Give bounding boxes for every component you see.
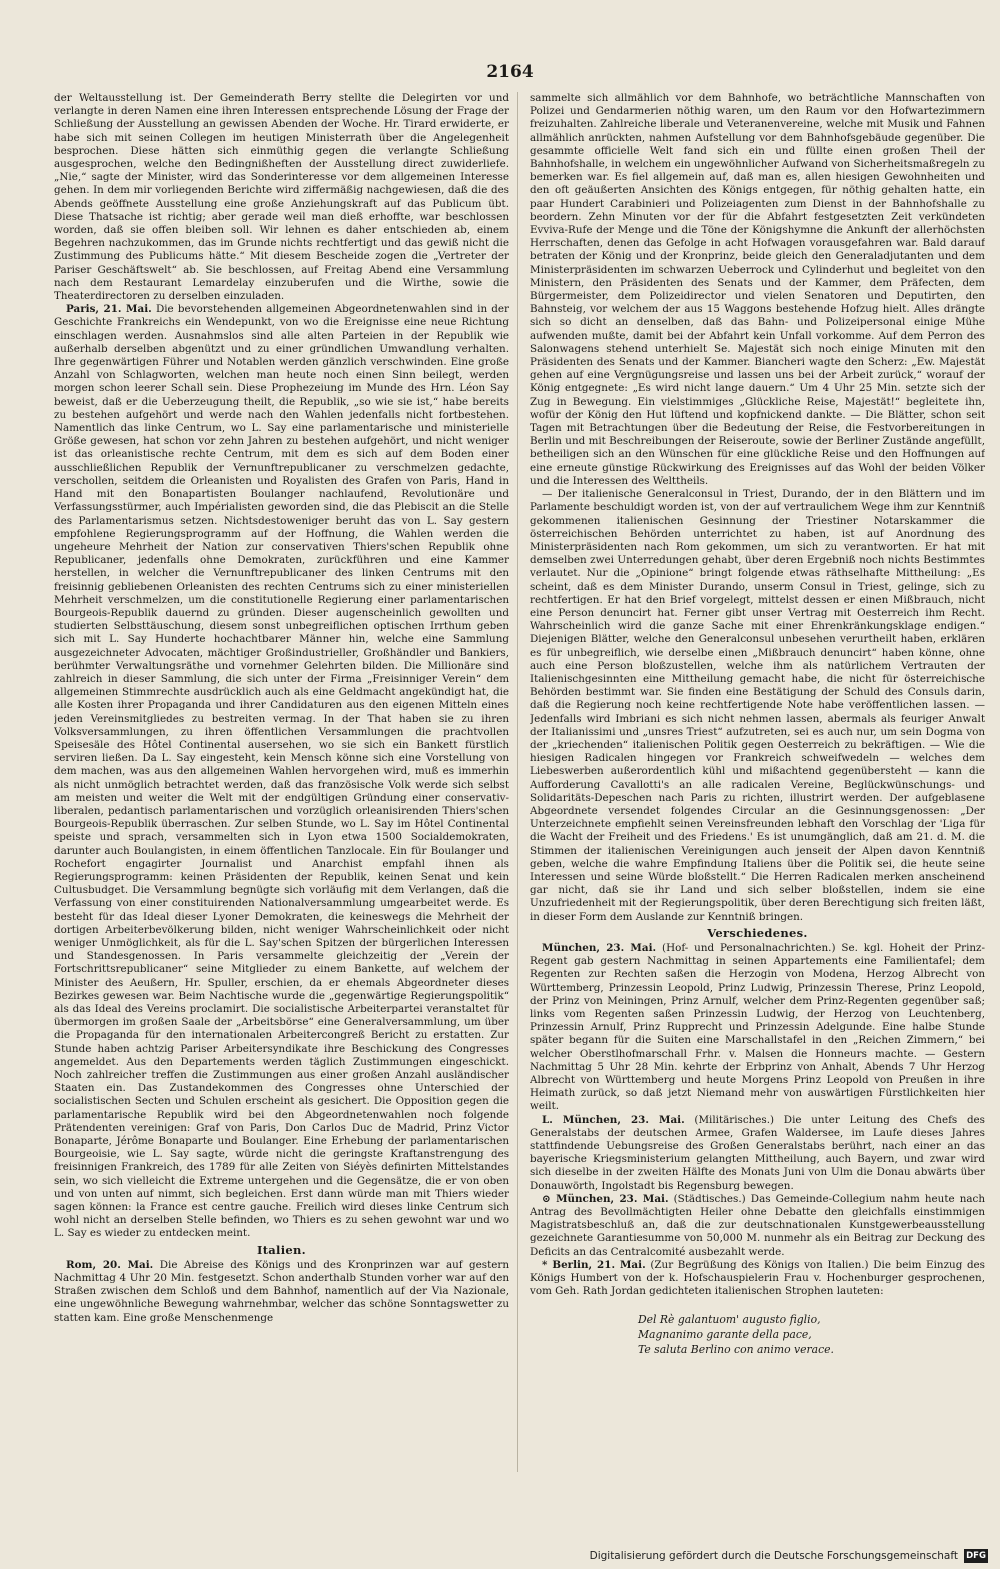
dateline-munich-3: ⊙ München, 23. Mai.: [542, 1192, 669, 1205]
paragraph-munich-military: [530, 1114, 985, 1193]
section-heading-misc: Verschiedenes.: [707, 925, 808, 940]
left-column: [54, 92, 509, 1492]
paragraph-munich-court: [530, 942, 985, 1114]
paris-text: Die bevorstehenden allgemeinen Abgeordnetenwahlen sind in der Geschichte Frankreichs ein Wendepunkt, von wo die Ereignisse eine neue Richtung einschlagen werden. Ausnahmslos sind alle alten Parteien in der Republik wie außerhalb derselben abgenützt und zu einer gründlichen Umwandlung verhalten. Ihre gegenwärtigen Führer und Notablen werden gänzlich verschwinden. Eine große Anzahl von Schlagworten, welchen man heute noch einen Sinn beilegt, werden morgen schon leerer Schall sein. Diese Prophezeiung im Munde des Hrn. Léon Say beweist, daß er die Ueberzeugung theilt, die Republik, „so wie sie ist,“ habe bereits zu bestehen aufgehört und werde nach den Wahlen jedenfalls nicht fortbestehen. Namentlich das linke Centrum, wo L. Say eine parlamentarische und ministerielle Größe gewesen, hat schon vor zehn Jahren zu bestehen aufgehört, und nicht weniger ist das orleanistische rechte Centrum, mit dem es sich auf dem Boden einer ausschließlichen Republik der Vernunftrepublicaner zu verschmelzen gedachte, verschollen, seitdem die Orleanisten und Royalisten des Grafen von Paris, Hand in Hand mit den Bonapartisten Boulanger nachlaufend, Revolutionäre und Verfassungsstürmer, auch Impérialisten geworden sind, die das Plebiscit an die Stelle des Parlamentarismus setzen. Nichtsdestoweniger beruht das von L. Say gestern empfohlene Regierungsprogramm auf der Hoffnung, die Wahlen werden die ungeheure Mehrheit der Nation zur conservativen Thiers'schen Republik ohne Republicaner, jedenfalls ohne Demokraten, zurückführen und eine Kammer herstellen, in welcher die Vernunftrepublicaner des linken Centrums mit den freisinnig gebliebenen Orleanisten des rechten Centrums sich zu einer ministeriellen Mehrheit verschmelzen, um die constitutionelle Regierung einer parlamentarischen Bourgeois-Republik dauernd zu gründen. Dieser augenscheinlich gewollten und studierten Selbsttäuschung, diesem sonst unbegreiflichen optischen Irrthum geben sich mit L. Say Hunderte hochachtbarer Männer hin, welche eine Sammlung ausgezeichneter Advocaten, mächtiger Großindustrieller, Großhändler und Bankiers, berühmter Verwaltungsräthe und vornehmer Gelehrten bilden. Die Millionäre sind zahlreich in dieser Sammlung, die sich unter der Firma „Freisinniger Verein“ dem allgemeinen Stimmrechte ausdrücklich auch als eine Geldmacht angekündigt hat, die alle Kosten ihrer Propaganda und ihrer Candidaturen aus den eigenen Mitteln eines jeden Vereinsmitgliedes zu bestreiten vermag. In der That haben sie zu ihren Volksversammlungen, zu ihren öffentlichen Versammlungen die prachtvollen Speisesäle des Hôtel Continental ausersehen, wo sie sich ein Bankett fürstlich serviren ließen. Da L. Say eingesteht, kein Mensch könne sich eine Vorstellung von dem machen, was aus den allgemeinen Wahlen hervorgehen wird, muß es immerhin als nicht unmöglich betrachtet werden, daß das französische Volk werde sich selbst am meisten und weiter die Welt mit der endgültigen Gründung einer conservativ-liberalen, pedantisch parlamentarischen und vorzüglich orleanisirenden Thiers'schen Bourgeois-Republik überraschen. Zur selben Stunde, wo L. Say im Hôtel Continental speiste und sprach, versammelten sich in Lyon etwa 1500 Socialdemokraten, darunter auch Boulangisten, in einem öffentlichen Tanzlocale. Ein für Boulanger und Rochefort engagirter Journalist und Anarchist empfahl ihnen als Regierungsprogramm: keinen Präsidenten der Republik, keinen Senat und kein Cultusbudget. Die Versammlung begnügte sich vorläufig mit dem Verlangen, daß die Verfassung von einer constituirenden Nationalversammlung umgearbeitet werde. Es besteht für das Ideal dieser Lyoner Demokraten, die keineswegs die Mehrheit der dortigen Arbeiterbevölkerung bilden, nicht weniger Wahrscheinlichkeit oder nicht weniger Unmöglichkeit, als für die L. Say'schen Spitzen der bürgerlichen Interessen und Standesgenossen. In Paris versammelte gleichzeitig der „Verein der Fortschrittsrepublicaner“ seine Mitglieder zu einem Bankette, auf welchem der Minister des Aeußern, Hr. Spuller, erschien, da er ehemals Abgeordneter dieses Bezirkes gewesen war. Beim Nachtische wurde die „gegenwärtige Regierungspolitik“ als das Ideal des Vereins proclamirt. Die socialistische Arbeiterpartei veranstaltet für übermorgen im großen Saale der „Arbeitsbörse“ eine Generalversammlung, um über die Propaganda für den internationalen Arbeitercongreß Bericht zu erstatten. Zur Stunde haben achtzig Pariser Arbeitersyndikate ihre Beschickung des Congresses angemeldet. Aus den Departements werden täglich Zustimmungen eingeschickt. Noch zahlreicher treffen die Zustimmungen aus einer großen Anzahl ausländischer Staaten ein. Das Zustandekommen des Congresses ohne Unterschied der socialistischen Secten und Schulen erscheint als gesichert. Die Opposition gegen die parlamentarische Republik wird bei den Abgeordnetenwahlen noch folgende Prätendenten vereinigen: Graf von Paris, Don Carlos Duc de Madrid, Prinz Victor Bonaparte, Jérôme Bonaparte und Boulanger. Eine Erhebung der parlamentarischen Bourgeoisie, wie L. Say sagte, würde nicht die geringste Kraftanstrengung des freisinnigen Frankreich, des 1789 für alle Zeiten von Siéyès definirten Mittelstandes sein, wo sich vielleicht die Extreme untergehen und die Gegensätze, die er von oben und von unten auf nimmt, sich begleichen. Erst dann würde man mit Thiers wieder sagen können: la France est centre gauche. Freilich wird dieses linke Centrum sich wohl nicht an derselben Stelle befinden, wo Thiers es zu sehen gewohnt war und wo L. Say es wieder zu entdecken meint.: [54, 303, 509, 1240]
munich-court-text: (Hof- und Personalnachrichten.) Se. kgl. Hoheit der Prinz-Regent gab gestern Nachmittag in seinen Appartements eine Familientafel; dem Regenten zur Rechten saßen die Herzogin von Modena, Herzog Albrecht von Württemberg, Prinzessin Leopold, Prinz Ludwig, Prinzessin Therese, Prinz Leopold, der Prinz von Meiningen, Prinz Arnulf, welcher dem Prinz-Regenten gegenüber saß; links vom Regenten saßen Prinzessin Ludwig, der Herzog von Leuchtenberg, Prinzessin Arnulf, Prinz Rupprecht und Prinzessin Adelgunde. Eine halbe Stunde später begann für die Suiten eine Marschallstafel in den „Reichen Zimmern,“ bei welcher Oberstlhofmarschall Frhr. v. Malsen die Honneurs machte. — Gestern Nachmittag 5 Uhr 28 Min. kehrte der Erbprinz von Anhalt, Abends 7 Uhr Herzog Albrecht von Württemberg und heute Morgens Prinz Leopold von Preußen in ihre Heimath zurück, so daß jetzt Niemand mehr von auswärtigen Fürstlichkeiten hier weilt.: [530, 942, 985, 1113]
right-column: [530, 92, 985, 1468]
dateline-munich-1: München, 23. Mai.: [542, 942, 657, 954]
paragraph-rome-continued: sammelte sich allmählich vor dem Bahnhofe, wo beträchtliche Mannschaften von Polizei und Gendarmerien nöthig waren, um den Raum vor den Hofwartezimmern freizuhalten. Zahlreiche liberale und Veteranenvereine, welche mit Musik und Fahnen allmählich anrückten, nahmen Aufstellung vor dem Bahnhofsgebäude gegenüber. Die gesammte officielle Welt fand sich ein und füllte einen großen Theil der Bahnhofshalle, in welchem ein ungewöhnlicher Aufwand von Sicherheitsmaßregeln zu bemerken war. Es fiel allgemein auf, daß man es, allen hiesigen Gewohnheiten und den oft geäußerten Ansichten des Königs entgegen, für nöthig gehalten hatte, ein paar Hundert Carabinieri und Polizeiagenten zum Dienst in der Bahnhofshalle zu beordern. Zehn Minuten vor der für die Abfahrt festgesetzten Zeit verkündeten Evviva-Rufe der Menge und die Töne der Königshymne die Ankunft der allerhöchsten Herrschaften, denen das Gefolge in acht Hofwagen vorausgefahren war. Bald darauf betraten der König und der Kronprinz, beide gleich den Generaladjutanten und dem Ministerpräsidenten im schwarzen Ueberrock und Cylinderhut und begleitet von den Ministern, den Präsidenten des Senats und der Kammer, dem Präfecten, dem Bürgermeister, dem Polizeidirector und vielen Senatoren und Deputirten, den Bahnsteig, vor welchem der aus 15 Waggons bestehende Hofzug hielt. Alles drängte sich so dicht an denselben, daß das Bahn- und Polizeipersonal einige Mühe aufwenden mußte, damit bei der Abfahrt kein Unfall vorkomme. Auf dem Perron des Salonwagens stehend unterhielt Se. Majestät sich noch einige Minuten mit den Präsidenten des Senats und der Kammer. Biancheri wagte den Scherz: „Ew. Majestät gehen auf eine Vergnügungsreise und lassen uns bei der Arbeit zurück,“ worauf der König entgegnete: „Es wird nicht lange dauern.“ Um 4 Uhr 25 Min. setzte sich der Zug in Bewegung. Ein vielstimmiges „Glückliche Reise, Majestät!“ begleitete ihn, wofür der König den Hut lüftend und kopfnickend dankte. — Die Blätter, schon seit Tagen mit Betrachtungen über die Bedeutung der Reise, die Festvorbereitungen in Berlin und mit Beschreibungen der Reiseroute, sowie der Berliner Zustände angefüllt, betheiligen sich an den Wünschen für eine glückliche Reise und den Hoffnungen auf eine erneute günstige Rückwirkung des Ereignisses auf das Wohl der beiden Völker und die Interessen des Welttheils.: [530, 92, 985, 487]
rome-text: Die Abreise des Königs und des Kronprinzen war auf gestern Nachmittag 4 Uhr 20 Min. festgesetzt. Schon anderthalb Stunden vorher war auf den Straßen zwischen dem Schloß und dem Bahnhof, namentlich auf der Via Nazionale, eine ungewöhnliche Bewegung wahrnehmbar, welcher das schöne Sonntagswetter zu statten kam. Eine große Menschenmenge: [54, 1258, 509, 1324]
paragraph-exhibition: der Weltausstellung ist. Der Gemeinderath Berry stellte die Delegirten vor und verlangte in deren Namen eine ihren Interessen entsprechende Lösung der Frage der Schließung der Ausstellung an gewissen Abenden der Woche. Hr. Tirard erwiderte, er habe sich mit seinen Collegen im heutigen Ministerrath über die Angelegenheit besprochen. Diese hätten sich einmüthig gegen die verlangte Schließung ausgesprochen, welche den Bedingnißheften der Ausstellung direct zuwiderliefe. „Nie,“ sagte der Minister, wird das Sonderinteresse vor dem allgemeinen Interesse gehen. In dem mir vorliegenden Berichte wird ziffermäßig nachgewiesen, daß die des Abends geöffnete Ausstellung eine große Anziehungskraft auf das Publicum übt. Diese Thatsache ist richtig; aber gerade weil man dieß erhoffte, war beschlossen worden, daß sie offen bleiben soll. Wir lehnen es daher entschieden ab, einem Begehren nachzukommen, das im Grunde nichts rechtfertigt und das gewiß nicht die Zustimmung des Publicums hätte.“ Mit diesem Bescheide zogen die „Vertreter der Pariser Geschäftswelt“ ab. Sie beschlossen, auf Freitag Abend eine Versammlung nach dem Restaurant Lemardelay einzuberufen und die Wirthe, sowie die Theaterdirectoren zu derselben einzuladen.: [54, 92, 509, 303]
paragraph-rome: [54, 1259, 509, 1325]
paragraph-paris: [54, 303, 509, 1240]
munich-military-text: (Militärisches.) Die unter Leitung des Chefs des Generalstabs der deutschen Armee, Grafen Waldersee, im Laufe dieses Jahres stattfindende Uebungsreise des Großen Generalstabs berührt, nach einer an das bayerische Kriegsministerium gelangten Mittheilung, auch Bayern, und zwar wird sich dieselbe in der zweiten Hälfte des Monats Juni von Ulm die Donau abwärts über Donauwörth, Ingolstadt bis Regensburg bewegen.: [530, 1113, 985, 1192]
paragraph-berlin: [530, 1259, 985, 1299]
paragraph-trieste: — Der italienische Generalconsul in Triest, Durando, der in den Blättern und im Parlamente beschuldigt worden ist, von der auf vertraulichem Wege ihm zur Kenntniß gekommenen italienischen Gesinnung der Triestiner Notarskammer die österreichischen Behörden unterrichtet zu haben, ist auf Anordnung des Ministerpräsidenten nach Rom gekommen, um sich zu verantworten. Er hat mit demselben zwei Unterredungen gehabt, über deren Ergebniß noch nichts Bestimmtes verlautet. Nur die „Opinione“ bringt folgende etwas räthselhafte Mittheilung: „Es scheint, daß es dem Minister Durando, unserm Consul in Triest, gelinge, sich zu rechtfertigen. Er hat den Brief vorgelegt, mittelst dessen er einen Mißbrauch, nicht eine Person denuncirt hat. Ferner gibt unser Vertrag mit Oesterreich ihm Recht. Wahrscheinlich wird die ganze Sache mit einer Ehrenkränkungsklage endigen.“ Diejenigen Blätter, welche den Generalconsul unbesehen verurtheilt haben, erklären es für unbegreiflich, wie derselbe einen „Mißbrauch denuncirt“ haben könne, ohne auch eine Person bloßzustellen, welche ihm als natürlichem Vertrauten der Italienischgesinnten eine Mittheilung gemacht habe, die nicht für österreichische Behörden bestimmt war. Sie finden eine Bestätigung der Schuld des Consuls darin, daß die Regierung noch keine rechtfertigende Note habe veröffentlichen lassen. — Jedenfalls wird Imbriani es sich nicht nehmen lassen, abermals als feuriger Anwalt der Italianissimi und „unsres Triest“ aufzutreten, sei es auch nur, um sein Dogma von der „kriechenden“ italienischen Politik gegen Oesterreich zu bekräftigen. — Wie die hiesigen Radicalen hingegen vor Frankreich schweifwedeln — welches dem Liebeswerben außerordentlich kühl und mißachtend gegenübersteht — kann die Aufforderung Cavallotti's an alle radicalen Vereine, Beglückwünschungs- und Solidaritäts-Depeschen nach Paris zu richten, illustrirt werden. Der aufgeblasene Abgeordnete versendet folgendes Circular an die Gesinnungsgenossen: „Der Unterzeichnete empfiehlt seinen Vereinsfreunden lebhaft den Vorschlag der 'Liga für die Wacht der Freiheit und des Friedens.' Es ist unumgänglich, daß am 21. d. M. die Stimmen der italienischen Vereinigungen auch jenseit der Alpen davon Kenntniß geben, welche die wahre Empfindung Italiens über die Politik sei, die heute seine Interessen und seine Würde bloßstellt.“ Die Herren Radicalen merken anscheinend gar nicht, daß sie ihr Land und sich selber bloßstellen, indem sie eine Unzufriedenheit mit der Regierungspolitik, über deren Berechtigung sich freiten läßt, in dieser Form dem Auslande zur Kenntniß bringen.: [530, 488, 985, 923]
poem-line: Magnanimo garante della pace,: [638, 1328, 812, 1342]
dfg-logo-icon: DFG: [964, 1549, 988, 1563]
poem-line: Te saluta Berlino con animo verace.: [638, 1343, 834, 1357]
dateline-paris: Paris, 21. Mai.: [66, 303, 152, 316]
column-divider: [517, 92, 518, 1472]
berlin-text: (Zur Begrüßung des Königs von Italien.) Die beim Einzug des Königs Humbert von der k. Hofschauspielerin Frau v. Hochenburger gesprochenen, vom Geh. Rath Jordan gedichteten italienischen Strophen lauteten:: [530, 1258, 985, 1298]
section-heading-italy: Italien.: [257, 1242, 306, 1257]
dateline-munich-2: L. München, 23. Mai.: [542, 1113, 685, 1126]
poem-line: Del Rè galantuom' augusto figlio,: [638, 1313, 821, 1327]
paragraph-munich-city: [530, 1193, 985, 1259]
digitization-footer: [0, 1546, 1000, 1569]
page-number: 2164: [486, 62, 534, 82]
dateline-rome: Rom, 20. Mai.: [66, 1258, 154, 1271]
munich-city-text: (Städtisches.) Das Gemeinde-Collegium nahm heute nach Antrag des Bevollmächtigten Heiler ohne Debatte den gleichfalls einstimmigen Magistratsbeschluß an, daß die zur deutschnationalen Kunstgewerbeausstellung gezeichnete Garantiesumme von 50,000 M. nunmehr als ein Beitrag zur Deckung des Deficits an das Centralcomité ausbezahlt werde.: [530, 1192, 985, 1258]
dateline-berlin: * Berlin, 21. Mai.: [542, 1258, 646, 1271]
funding-notice: Digitalisierung gefördert durch die Deutsche Forschungsgemeinschaft: [589, 1550, 958, 1562]
poem-block: [638, 1312, 985, 1357]
